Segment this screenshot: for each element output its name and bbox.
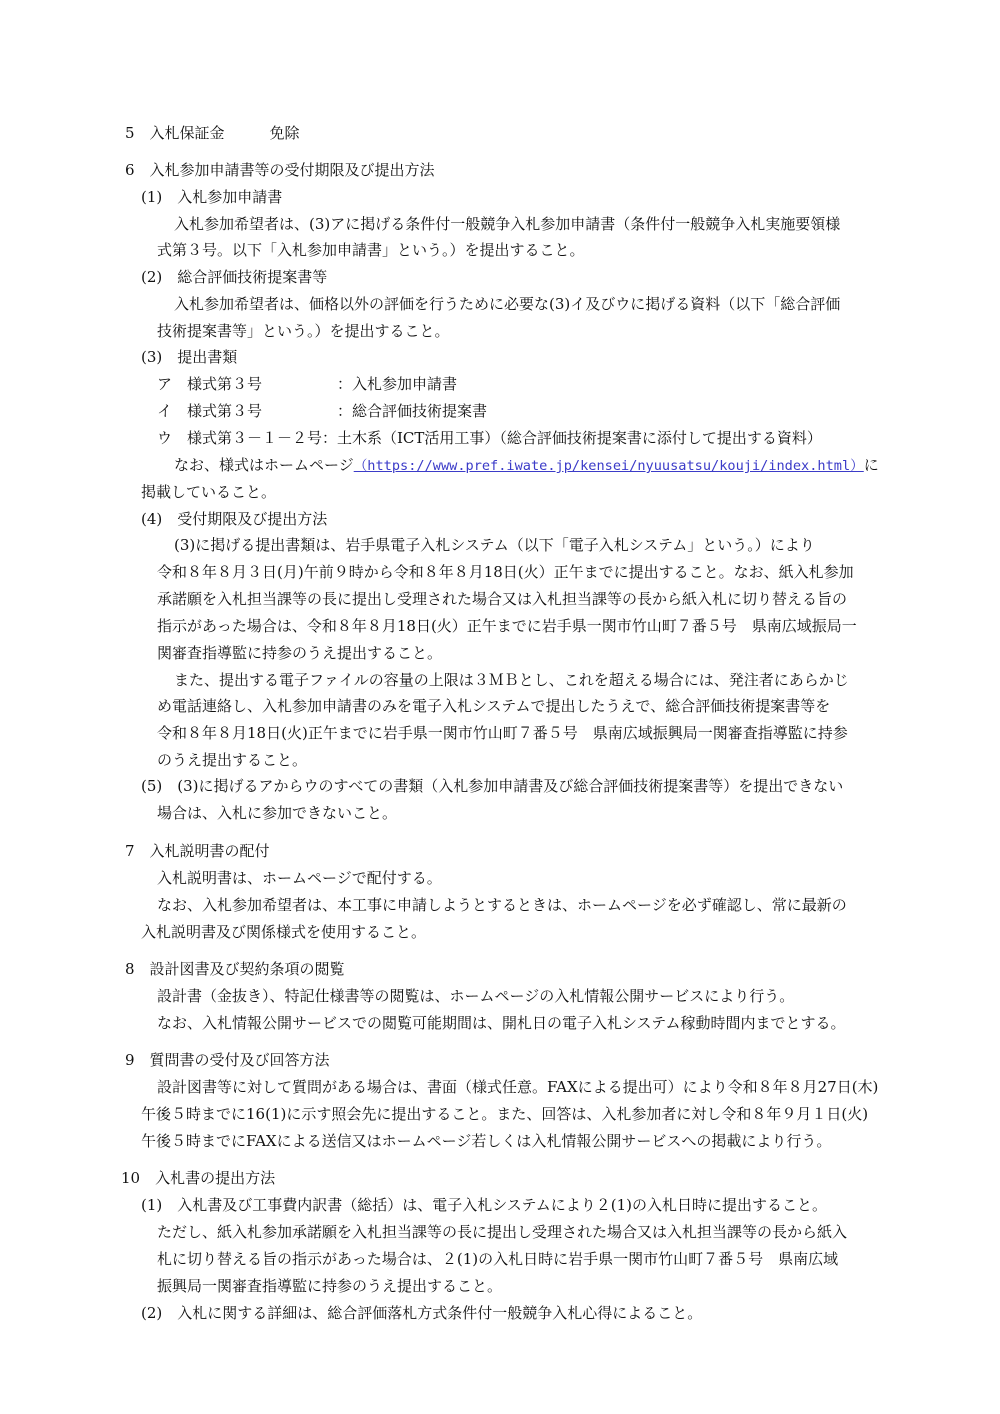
s10-1-text-3: 札に切り替える旨の指示があった場合は、２(1)の入札日時に岩手県一関市竹山町７番５号 県南広域 <box>157 1250 839 1268</box>
s6-4-text-7: め電話連絡し、入札参加申請書のみを電子入札システムで提出したうえで、総合評価技術提案書等を <box>157 697 831 715</box>
s7-text-2: なお、入札参加希望者は、本工事に申請しようとするときは、ホームページを必ず確認し、常に最新の <box>157 896 847 914</box>
s6-4-text-4: 指示があった場合は、令和８年８月18日(火）正午までに岩手県一関市竹山町７番５号 県南広域振局一 <box>157 617 857 635</box>
s6-4-text-5: 関審査指導監に持参のうえ提出すること。 <box>157 644 443 662</box>
homepage-url-link[interactable]: （https://www.pref.iwate.jp/kensei/nyuusatsu/kouji/index.html） <box>353 458 864 474</box>
s6-2-heading: (2) 総合評価技術提案書等 <box>141 268 328 286</box>
s7-text-1: 入札説明書は、ホームページで配付する。 <box>157 869 442 887</box>
s6-1-text-2: 式第３号。以下「入札参加申請書」という。）を提出すること。 <box>157 241 585 259</box>
s6-3-note-suffix: に <box>863 456 879 474</box>
s9-text-2: 午後５時までに16(1)に示す照会先に提出すること。また、回答は、入札参加者に対し令和８年９月１日(火) <box>141 1105 869 1123</box>
s10-2-text-1: (2) 入札に関する詳細は、総合評価落札方式条件付一般競争入札心得によること。 <box>141 1304 703 1322</box>
s6-3-item-a: ア 様式第３号 ：入札参加申請書 <box>157 375 458 393</box>
s9-text-3: 午後５時までにFAXによる送信又はホームページ若しくは入札情報公開サービスへの掲載により行う。 <box>141 1132 832 1150</box>
s6-3-note-prefix: なお、様式はホームページ <box>174 456 354 474</box>
s8-text-1: 設計書（金抜き）、特記仕様書等の閲覧は、ホームページの入札情報公開サービスにより行う。 <box>157 987 795 1005</box>
section-8-heading: 8 設計図書及び契約条項の閲覧 <box>125 960 345 978</box>
section-10-heading: 10 入札書の提出方法 <box>121 1169 276 1187</box>
s6-4-text-1: (3)に掲げる提出書類は、岩手県電子入札システム（以下「電子入札システム」という。）により <box>174 536 815 554</box>
s8-text-2: なお、入札情報公開サービスでの閲覧可能期間は、開札日の電子入札システム稼動時間内までとする。 <box>157 1014 846 1032</box>
s6-5-text-1: (5) (3)に掲げるアからウのすべての書類（入札参加申請書及び総合評価技術提案書等）を提出できない <box>141 777 844 795</box>
s6-4-text-8: 令和８年８月18日(火)正午までに岩手県一関市竹山町７番５号 県南広域振興局一関審査指導監に持参 <box>157 724 848 742</box>
s6-4-text-6: また、提出する電子ファイルの容量の上限は３ＭＢとし、これを超える場合には、発注者にあらかじ <box>174 671 849 689</box>
section-9-heading: 9 質問書の受付及び回答方法 <box>125 1051 330 1069</box>
section-7-heading: 7 入札説明書の配付 <box>125 842 270 860</box>
s6-3-item-u: ウ 様式第３－１－２号：土木系（ICT活用工事）（総合評価技術提案書に添付して提出する資料） <box>157 429 822 447</box>
s10-1-text-1: (1) 入札書及び工事費内訳書（総括）は、電子入札システムにより２(1)の入札日時に提出すること。 <box>141 1196 827 1214</box>
s6-2-text-1: 入札参加希望者は、価格以外の評価を行うために必要な(3)イ及びウに掲げる資料（以下「総合評価 <box>174 295 841 313</box>
section-5-line: 5 入札保証金 免除 <box>125 124 300 142</box>
s6-4-text-3: 承諾願を入札担当課等の長に提出し受理された場合又は入札担当課等の長から紙入札に切り替える旨の <box>157 590 848 608</box>
s6-5-text-2: 場合は、入札に参加できないこと。 <box>157 804 398 822</box>
s6-3-item-i: イ 様式第３号 ：総合評価技術提案書 <box>157 402 488 420</box>
s6-3-heading: (3) 提出書類 <box>141 348 238 366</box>
s7-text-3: 入札説明書及び関係様式を使用すること。 <box>141 923 427 941</box>
s10-1-text-4: 振興局一関審査指導監に持参のうえ提出すること。 <box>157 1277 503 1295</box>
s6-2-text-2: 技術提案書等」という。）を提出すること。 <box>157 322 450 340</box>
section-6-heading: 6 入札参加申請書等の受付期限及び提出方法 <box>125 161 435 179</box>
s6-3-note-line-1 <box>174 458 879 474</box>
s6-1-heading: (1) 入札参加申請書 <box>141 188 283 206</box>
s6-4-text-9: のうえ提出すること。 <box>157 751 308 769</box>
s6-4-text-2: 令和８年８月３日(月)午前９時から令和８年８月18日(火）正午までに提出すること。なお、紙入札参加 <box>157 563 854 581</box>
s6-3-note-line-2: 掲載していること。 <box>141 483 277 501</box>
s9-text-1: 設計図書等に対して質問がある場合は、書面（様式任意。FAXによる提出可）により令和８年８月27日(木) <box>157 1078 879 1096</box>
s6-1-text-1: 入札参加希望者は、(3)アに掲げる条件付一般競争入札参加申請書（条件付一般競争入札実施要領様 <box>174 215 841 233</box>
s6-4-heading: (4) 受付期限及び提出方法 <box>141 510 328 528</box>
s10-1-text-2: ただし、紙入札参加承諾願を入札担当課等の長に提出し受理された場合又は入札担当課等の長から紙入 <box>157 1223 848 1241</box>
